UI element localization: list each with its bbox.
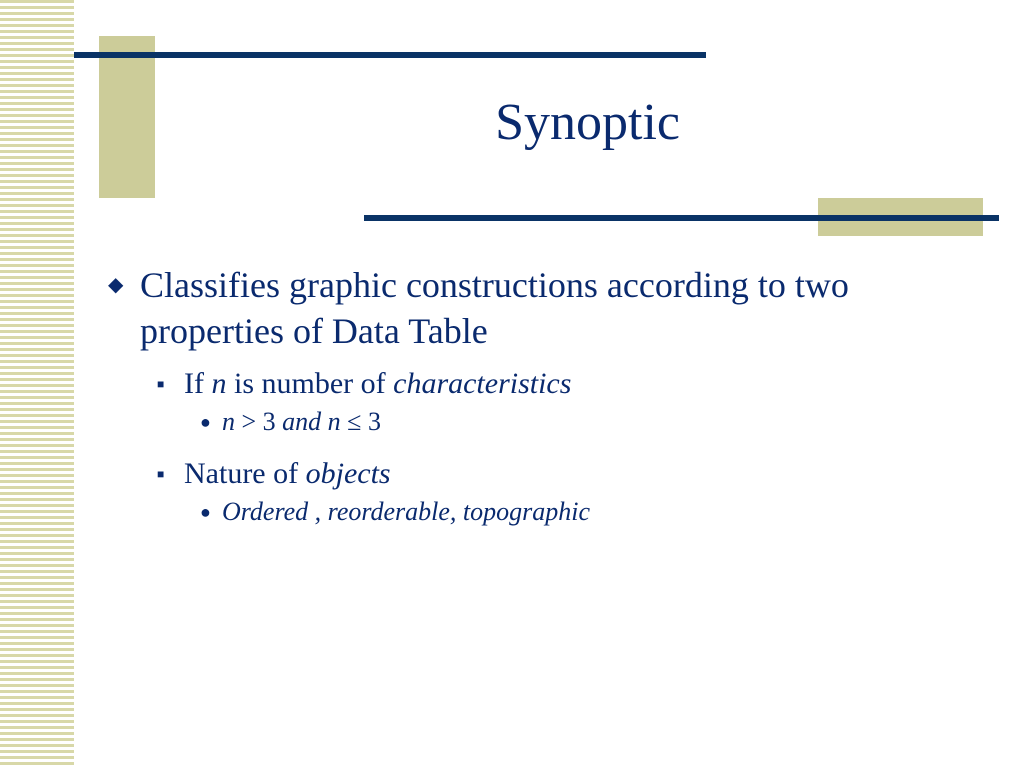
sub-bullet-item [104, 454, 984, 494]
sub-bullet-prefix: If [184, 367, 212, 400]
decorative-stripes [0, 0, 74, 768]
variable-n: n [222, 407, 235, 436]
sub-bullet-middle: is number of [226, 367, 394, 400]
variable-n: n [211, 367, 227, 400]
dot-bullet-icon: ● [200, 502, 211, 522]
conjunction-text: and [282, 407, 322, 436]
sub-bullet-item [104, 364, 984, 404]
slide-content [104, 262, 984, 544]
emphasis-text: characteristics [393, 367, 572, 400]
detail-text: Ordered , reorderable, topographic [222, 497, 591, 526]
bullet-text: Classifies graphic constructions according to two properties of Data Table [140, 265, 849, 351]
variable-n: n [321, 407, 341, 436]
bullet-item [104, 262, 984, 354]
operator-text: ≤ 3 [340, 407, 381, 436]
sub-sub-bullet-item [104, 404, 984, 440]
operator-text: > 3 [235, 407, 283, 436]
decorative-block-top [99, 36, 155, 198]
square-bullet-icon: ■ [157, 377, 165, 391]
dot-bullet-icon: ● [200, 412, 211, 432]
slide-title: Synoptic [495, 94, 680, 151]
square-bullet-icon: ■ [157, 467, 165, 481]
sub-bullet-prefix: Nature of [184, 457, 306, 490]
sub-sub-bullet-item [104, 494, 984, 530]
title-rule-bottom [364, 215, 999, 221]
title-rule-top [74, 52, 706, 58]
diamond-bullet-icon: ◆ [108, 274, 124, 296]
emphasis-text: objects [305, 457, 391, 490]
